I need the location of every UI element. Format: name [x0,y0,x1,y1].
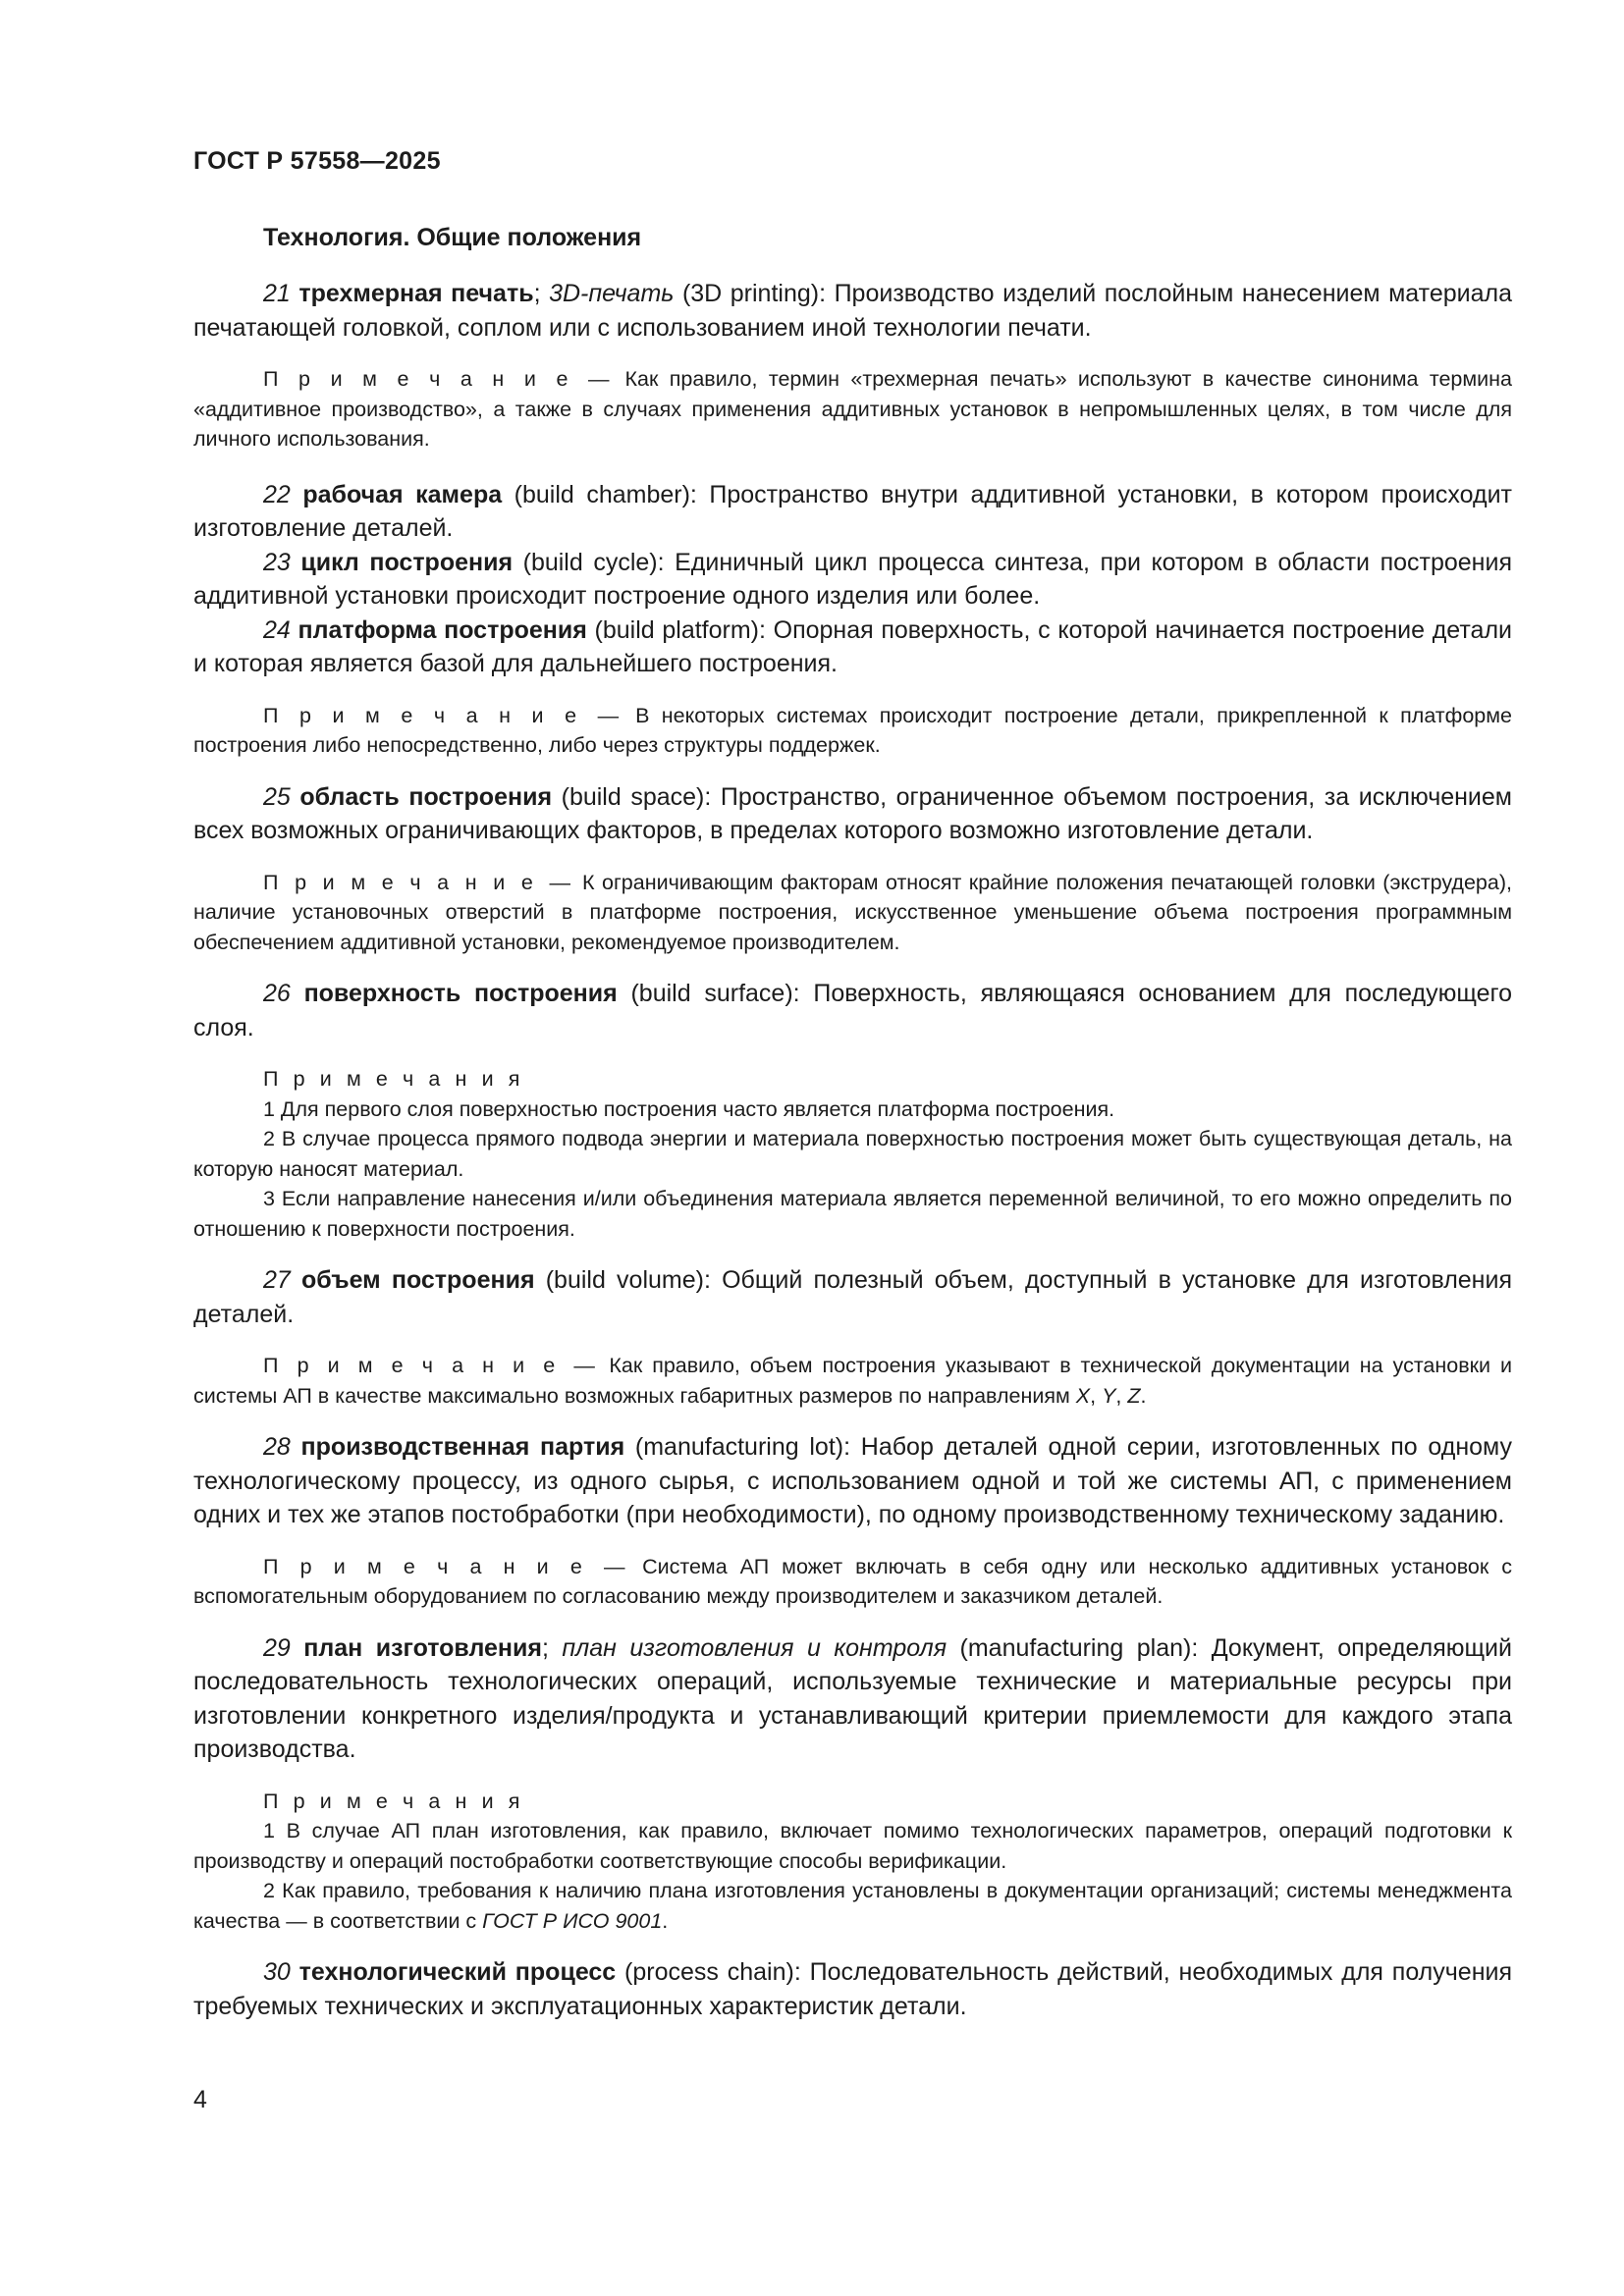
term-21-note-text: Как правило, термин «трехмерная печать» используют в качестве синонима термина «аддитивное производство», а также в случаях применения аддитивных установок в непромышленных целях, в том числе для личного использования. [193,367,1512,451]
term-22-definition: (build chamber): Пространство внутри аддитивной установки, в котором происходит изготовление деталей. [193,480,1512,542]
term-22-number: 22 [263,480,291,508]
term-28-note-text: Система АП может включать в себя одну или несколько аддитивных установок с вспомогательным оборудованием по согласованию между производителем и заказчиком деталей. [193,1554,1512,1608]
term-28-paragraph [193,1430,1512,1532]
term-24-number: 24 [263,615,291,644]
term-23-definition: (build cycle): Единичный цикл процесса синтеза, при котором в области построения аддитивной установки происходит построение одного изделия или более. [193,548,1512,610]
term-26-note-2: 2 В случае процесса прямого подвода энергии и материала поверхностью построения может быть существующая деталь, на которую наносят материал. [193,1127,1512,1181]
note-label: П р и м е ч а н и е — [263,703,623,727]
axis-y-symbol: Y [1102,1383,1116,1408]
term-28-name: производственная партия [300,1433,625,1461]
term-29-definition: (manufacturing plan): Документ, определяющий последовательность технологических операций, используемые технические и материальные ресурсы при изготовлении конкретного изделия/продукта и устанавливающий критерии приемлемости для каждого этапа производства. [193,1633,1512,1763]
term-29-note-1: 1 В случае АП план изготовления, как правило, включает помимо технологических параметров, операций подготовки к производству и операций постобработки соответствующие способы верификации. [193,1819,1512,1873]
standard-reference: ГОСТ Р ИСО 9001 [482,1908,663,1933]
note-label: П р и м е ч а н и е — [263,1354,600,1377]
term-25-note-text: К ограничивающим факторам относят крайние положения печатающей головки (экструдера), наличие установочных отверстий в платформе построения, искусственное уменьшение объема построения программным обеспечением аддитивной установки, рекомендуемое производителем. [193,870,1512,954]
term-21-definition: (3D printing): Производство изделий послойным нанесением материала печатающей головкой, соплом или с использованием иной технологии печати. [193,280,1512,342]
term-29-note-2 [193,1876,1512,1936]
term-27-paragraph [193,1263,1512,1331]
term-30-name: технологический процесс [298,1958,617,1986]
note-period: . [1140,1383,1147,1408]
term-25-number: 25 [263,782,291,811]
term-21-synonym: 3D-печать [549,280,675,307]
term-24-note [193,701,1512,761]
term-24-definition: (build platform): Опорная поверхность, с которой начинается построение детали и которая является базой для дальнейшего построения. [193,615,1513,677]
note-period: . [662,1908,669,1933]
note-label: П р и м е ч а н и е — [263,1554,630,1578]
term-26-definition: (build surface): Поверхность, являющаяся основанием для последующего слоя. [193,980,1512,1041]
term-30-definition: (process chain): Последовательность действий, необходимых для получения требуемых технических и эксплуатационных характеристик детали. [193,1958,1512,2020]
term-26-paragraph [193,977,1512,1044]
term-29-paragraph [193,1631,1512,1767]
term-24-paragraph [193,614,1512,681]
term-21-number: 21 [263,280,291,307]
term-26-name: поверхность построения [303,980,618,1007]
term-27-name: объем построения [301,1266,535,1294]
term-25-note [193,868,1512,958]
axis-separator: , [1115,1383,1128,1408]
term-28-definition: (manufacturing lot): Набор деталей одной серии, изготовленных по одному технологическому процессу, из одного сырья, с использованием одной и той же системы АП, с применением одних и тех же этапов постобработки (при необходимости), по одному производственному техническому заданию. [193,1433,1512,1528]
term-25-paragraph [193,780,1512,848]
term-29-number: 29 [263,1633,291,1662]
term-29-synonym: план изготовления и контроля [562,1633,947,1662]
term-29-separator: ; [541,1633,549,1662]
axis-z-symbol: Z [1127,1383,1141,1408]
term-28-note [193,1552,1512,1612]
note-label: П р и м е ч а н и е — [263,870,575,894]
term-21-separator: ; [533,280,541,307]
term-24-note-text: В некоторых системах происходит построение детали, прикрепленной к платформе построения либо непосредственно, либо через структуры поддержек. [193,703,1512,757]
term-21-name: трехмерная печать [298,280,534,307]
term-29-name: план изготовления [303,1633,542,1662]
term-27-number: 27 [263,1266,291,1294]
term-26-note-3: 3 Если направление нанесения и/или объединения материала является переменной величиной, то его можно определить по отношению к поверхности построения. [193,1187,1512,1241]
term-29-notes-heading: П р и м е ч а н и я [263,1789,525,1813]
term-25-definition: (build space): Пространство, ограниченное объемом построения, за исключением всех возможных ограничивающих факторов, в пределах которого возможно изготовление детали. [193,782,1512,844]
term-27-note-text: Как правило, объем построения указывают в технической документации на установки и системы АП в качестве максимально возможных габаритных размеров по направлениям [193,1354,1512,1408]
section-title: Технология. Общие положения [263,224,642,251]
document-body [193,222,1512,2023]
note-label: П р и м е ч а н и е — [263,367,615,391]
term-26-note-1: 1 Для первого слоя поверхностью построения часто является платформа построения. [263,1096,1115,1121]
term-22-paragraph [193,478,1512,546]
page-number: 4 [193,2086,207,2113]
term-25-name: область построения [299,782,553,811]
axis-separator: , [1090,1383,1103,1408]
term-27-definition: (build volume): Общий полезный объем, доступный в установке для изготовления деталей. [193,1266,1512,1328]
term-26-number: 26 [263,980,291,1007]
term-26-notes-heading: П р и м е ч а н и я [263,1067,525,1091]
term-23-number: 23 [263,548,291,576]
term-28-number: 28 [263,1433,291,1461]
term-23-name: цикл построения [300,548,514,576]
term-27-note [193,1351,1512,1411]
document-number-header: ГОСТ Р 57558—2025 [193,147,441,175]
term-24-name: платформа построения [298,615,587,644]
term-30-paragraph [193,1955,1512,2023]
term-23-paragraph [193,546,1512,614]
term-30-number: 30 [263,1958,291,1986]
term-22-name: рабочая камера [302,480,503,508]
term-21-paragraph [193,277,1512,345]
term-21-note [193,364,1512,454]
axis-x-symbol: X [1075,1383,1091,1408]
term-29-note-2-text: 2 Как правило, требования к наличию плана изготовления установлены в документации организаций; системы менеджмента качества — в соответствии с [193,1879,1512,1933]
